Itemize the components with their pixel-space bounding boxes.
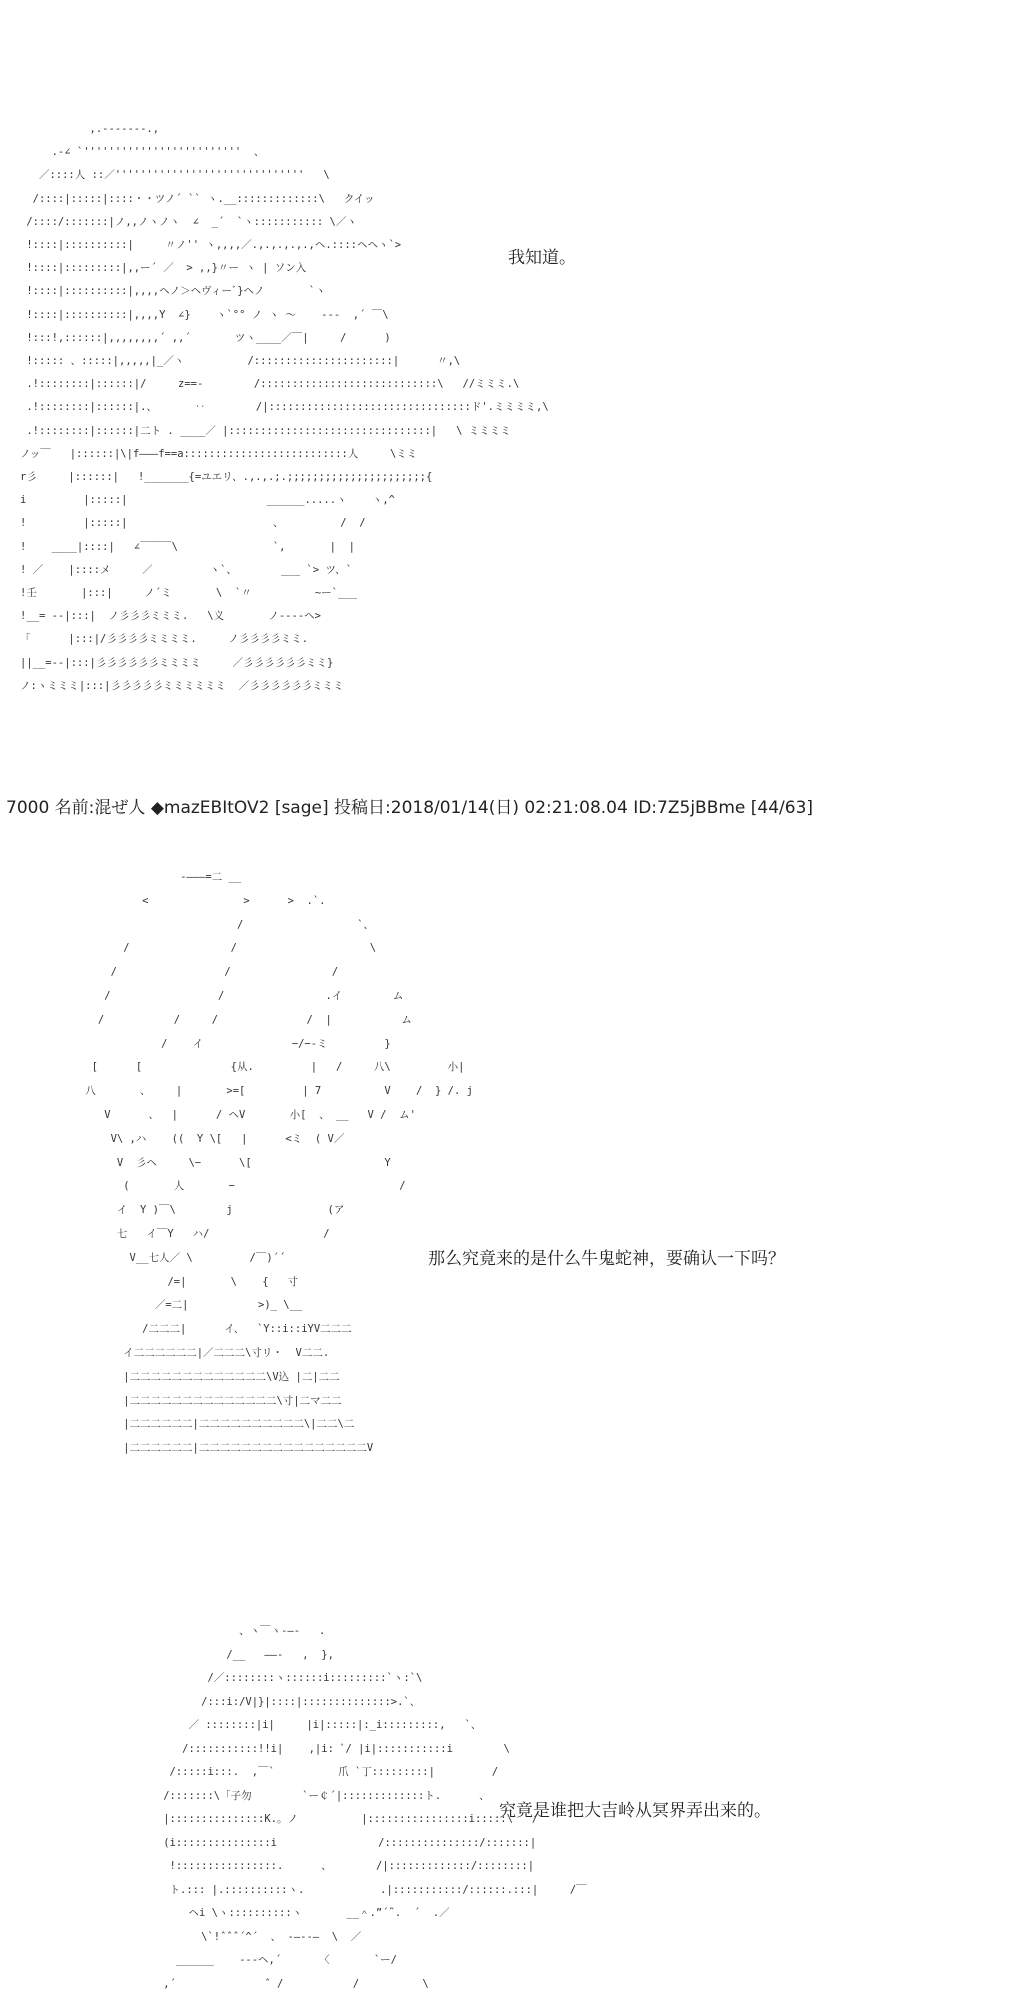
poster-id: ID:7Z5jBBme bbox=[633, 798, 746, 818]
date-label: 投稿日: bbox=[334, 798, 391, 818]
post-time: 02:21:08.04 bbox=[524, 798, 628, 818]
ascii-art-character-3: 、ヽ￣ヽ-―- . /__ ――- , }, /／::::::::ヽ::::::i:::::::::`ヽ:`\ /:::i:/V|}|::::|::::::::::::::>.`、 ／ ::::::::|i| |i|:::::|:_i:::::::::, `、 /:::::::::::!!i| ,|i: ﾞ/ |i|:::::::::::i \ /:::::i:::. ,￣` 爪 `丁:::::::::| / /:::::::\「子勿 `ー￠´|:::::::::::::ト. 、 |:::::::::::::::K.。ノ |::::::::::::::::i:::::\ / (i:::::::::::::::i /:::::::::::::::/:::::::| !::::::::::::::::. 、 /|:::::::::::::/::::::::| ト.::: |.::::::::::ヽ. .|:::::::::::/::::::.:::| /￣ ヘi \ヽ::::::::::ヽ __＾.”´˜. ´ .／ \`!ˆˆˆ´^´ 、 -―--― \ ／ ______ ---ヘ,´ 〈 `ー/ ,´ ˆ / / \ bbox=[163, 1625, 587, 1990]
dialogue-text: 我知道。 bbox=[508, 248, 576, 268]
dialogue-text: 那么究竟来的是什么牛鬼蛇神，要确认一下吗？ bbox=[428, 1249, 785, 1269]
post-header bbox=[6, 793, 813, 818]
ascii-art-character-1: ,.-------., .-∠ `''''''''''''''''''''''''' 、 ／::::人 ::／'''''''''''''''''''''''''''''' \ /::::|:::::|::::・・ツノ´ `` ヽ.__:::::::::::::\ クイッ /::::/:::::::|ノ,,ノヽノヽ ∠ _´ `ヽ::::::::::: \／ヽ !::::|::::::::::| 〃ノ'' ヽ,,,,／.,.,.,.,.,ヘ.::::ヘヘヽ`> !::::|:::::::::|,,ー´ ／ > ,,}〃ー ヽ | ソン入 !::::|::::::::::|,,,,ヘノ＞ヘヴィーﾞ}ヘノ `ヽ !::::|::::::::::|,,,,Y ∠} ヽ`°° ノ ヽ 〜 --- ,´ ￣\ !:::!,::::::|,,,,,,,,´ ,,´ ツヽ____／￣| / ) !::::: 、:::::|,,,,,|_／ヽ /::::::::::::::::::::::| 〃,\ .!::::::::|::::::|/ z==‐ /::::::::::::::::::::::::::::\ //ミミミ.\ .!::::::::|::::::|.、 ‥ /|::::::::::::::::::::::::::::::::ド'.ミミミミ,\ .!::::::::|::::::|二ト . ____／ |::::::::::::::::::::::::::::::::| \ ミミミミ ノッ￣ |::::::|\|f―――f==a::::::::::::::::::::::::::人 \ミミ r彡 |::::::| !_______{=ユエリ、.,.,.;.;;;;;;;;;;;;;;;;;;;;;;{ i |:::::| ______.....ヽ ヽ,^ ! |:::::| 、 / / ! ____|::::| ∠￣￣￣\ `, | | ! ／ |::::メ ／ ヽ`、 ___ `> ツ、` !壬 |:::| ノ´ミ \ `〃 ~ー`___ !__= --|:::| ノ彡彡彡ミミミ. \义 ノ----ヘ> 「 |:::|/彡彡彡彡ミミミミ. ノ彡彡彡彡ミミ. ||__=--|:::|彡彡彡彡彡彡ミミミミ ／彡彡彡彡彡彡ミミ} ノ:ヽミミミ|:::|彡彡彡彡彡ミミミミミミ ／彡彡彡彡彡彡ミミミ bbox=[20, 123, 549, 692]
post-counter: [44/63] bbox=[750, 798, 814, 818]
dialogue-text: 究竟是谁把大吉岭从冥界弄出来的。 bbox=[499, 1801, 771, 1821]
name-label: 名前: bbox=[54, 798, 95, 818]
poster-name: 混ぜ人 bbox=[94, 798, 146, 818]
poster-mail: [sage] bbox=[274, 798, 329, 818]
ascii-art-character-2: -―――=二 __ < > > .`. / `、 / / \ / / / / / .イ ム / / / / | ム / イ −/−-ミ } [ [ {从. | / 八\ 小| 八 、 | >=[ | 7 V / } /. j V 、 | / ヘV 小[ 、 __ V / ム' V\ ,ハ (( Y \[ | <ミ ( V／ V 彡ヘ \− \[ Y ( 人 − / イ Y )￣\ j (ア 七 イ￣Y ハ/ / V__七人／ \ /￣)´´ /=| \ { 寸 ／=二| >)_ \__ /二二二| イ、 `Y::i::iYV二二二 イ二二二二二二|／二二二\寸リ・ V二二. |二二二二二二二二二二二二二\V込 |二|二二 |二二二二二二二二二二二二二二\寸|二マ二二 |二二二二二二|二二二二二二二二二二\|二二\二 |二二二二二二|二二二二二二二二二二二二二二二二V bbox=[85, 871, 473, 1455]
poster-trip: ◆mazEBItOV2 bbox=[150, 798, 270, 818]
post-number: 7000 bbox=[6, 798, 50, 818]
post-date: 2018/01/14(日) bbox=[390, 798, 519, 818]
